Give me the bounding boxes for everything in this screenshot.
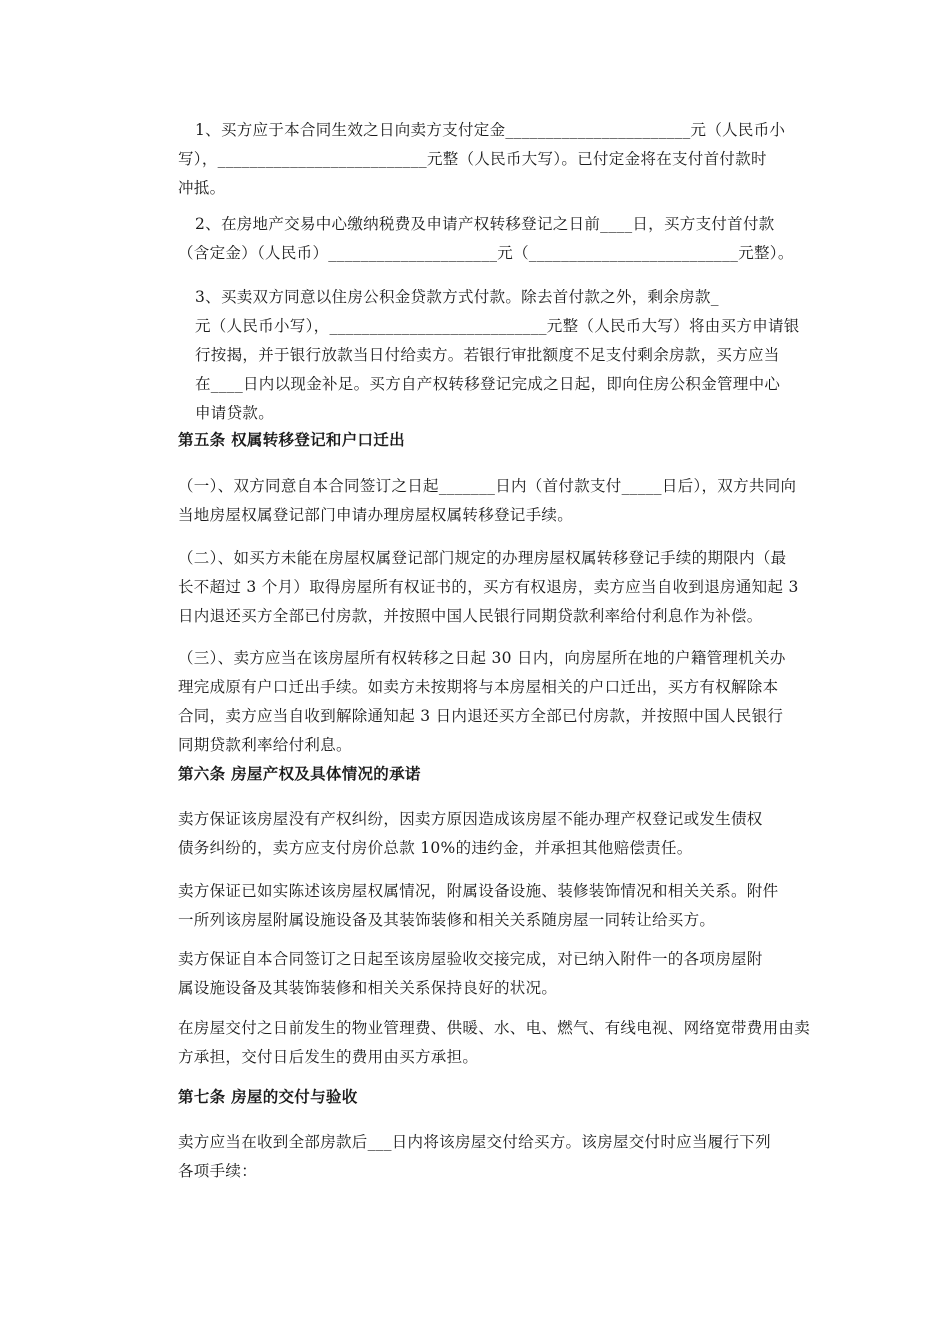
article-5-item-3 — [178, 644, 810, 760]
text-line: 卖方保证自本合同签订之日起至该房屋验收交接完成，对已纳入附件一的各项房屋附 — [178, 950, 763, 968]
article-7-item-1 — [178, 1128, 810, 1186]
article-5-heading: 第五条 权属转移登记和户口迁出 — [178, 430, 405, 449]
text-line: （二）、如买方未能在房屋权属登记部门规定的办理房屋权属转移登记手续的期限内（最 — [178, 549, 787, 567]
text-line: 行按揭，并于银行放款当日付给卖方。若银行审批额度不足支付剩余房款，买方应当 — [195, 346, 780, 364]
text-line: 当地房屋权属登记部门申请办理房屋权属转移登记手续。 — [178, 506, 574, 524]
text-line: 同期贷款利率给付利息。 — [178, 736, 352, 754]
text-line: （含定金）（人民币）_____________________元（__________________________元整）。 — [178, 244, 794, 262]
text-line: 在房屋交付之日前发生的物业管理费、供暖、水、电、燃气、有线电视、网络宽带费用由卖 — [178, 1019, 811, 1037]
text-line: 日内退还买方全部已付房款，并按照中国人民银行同期贷款利率给付利息作为补偿。 — [178, 607, 763, 625]
text-line: 各项手续： — [178, 1162, 258, 1180]
article-5-item-1 — [178, 472, 810, 530]
text-line: 1、买方应于本合同生效之日向卖方支付定金_______________________元（人民币小 — [195, 121, 786, 139]
text-line: 在____日内以现金补足。买方自产权转移登记完成之日起，即向住房公积金管理中心 — [195, 375, 781, 393]
text-line: 理完成原有户口迁出手续。如卖方未按期将与本房屋相关的户口迁出，买方有权解除本 — [178, 678, 779, 696]
text-line: 属设施设备及其装饰装修和相关关系保持良好的状况。 — [178, 979, 558, 997]
text-line: 债务纠纷的，卖方应支付房价总款 10%的违约金，并承担其他赔偿责任。 — [178, 839, 693, 857]
text-line: 方承担，交付日后发生的费用由买方承担。 — [178, 1048, 479, 1066]
payment-clause-2 — [178, 210, 810, 268]
article-6-item-3 — [178, 945, 810, 1003]
article-6-item-1 — [178, 805, 810, 863]
text-line: 一所列该房屋附属设施设备及其装饰装修和相关关系随房屋一同转让给买方。 — [178, 911, 716, 929]
text-line: 卖方保证该房屋没有产权纠纷，因卖方原因造成该房屋不能办理产权登记或发生债权 — [178, 810, 763, 828]
text-line: 申请贷款。 — [195, 404, 275, 422]
article-6-item-4 — [178, 1014, 810, 1072]
text-line: 写），__________________________元整（人民币大写）。已付定金将在支付首付款时 — [178, 150, 767, 168]
text-line: （一）、双方同意自本合同签订之日起_______日内（首付款支付_____日后），双方共同向 — [178, 477, 797, 495]
text-line: 长不超过 3 个月）取得房屋所有权证书的，买方有权退房，卖方应当自收到退房通知起 3 — [178, 578, 799, 596]
text-line: 元（人民币小写），___________________________元整（人民币大写）将由买方申请银 — [195, 317, 800, 335]
text-line: 2、在房地产交易中心缴纳税费及申请产权转移登记之日前____日，买方支付首付款 — [195, 215, 775, 233]
text-line: （三）、卖方应当在该房屋所有权转移之日起 30 日内，向房屋所在地的户籍管理机关办 — [178, 649, 786, 667]
article-7-heading: 第七条 房屋的交付与验收 — [178, 1087, 358, 1106]
text-line: 冲抵。 — [178, 179, 226, 197]
payment-clause-1 — [178, 116, 810, 203]
text-line: 合同，卖方应当自收到解除通知起 3 日内退还买方全部已付房款，并按照中国人民银行 — [178, 707, 784, 725]
article-6-heading: 第六条 房屋产权及具体情况的承诺 — [178, 764, 421, 783]
text-line: 卖方保证已如实陈述该房屋权属情况，附属设备设施、装修装饰情况和相关关系。附件 — [178, 882, 779, 900]
article-6-item-2 — [178, 877, 810, 935]
text-line: 卖方应当在收到全部房款后___日内将该房屋交付给买方。该房屋交付时应当履行下列 — [178, 1133, 771, 1151]
payment-clause-3 — [195, 283, 810, 428]
article-5-item-2 — [178, 544, 810, 631]
text-line: 3、买卖双方同意以住房公积金贷款方式付款。除去首付款之外，剩余房款_ — [195, 288, 719, 306]
